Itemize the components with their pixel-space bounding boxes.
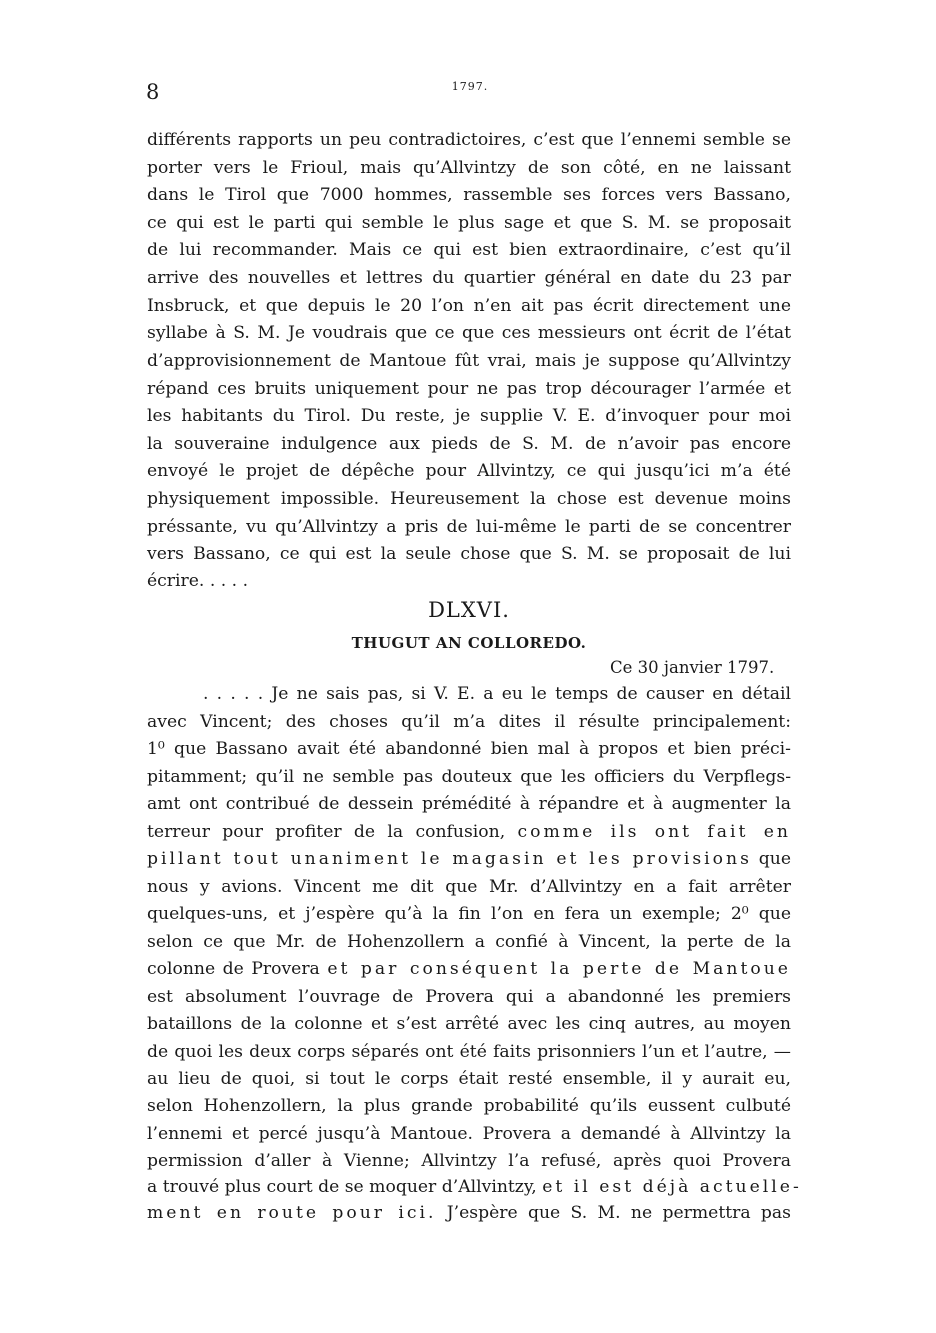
text-line: au lieu de quoi, si tout le corps était resté ensemble, il y aurait eu, — [147, 1069, 791, 1089]
text-line: arrive des nouvelles et lettres du quartier général en date du 23 par — [147, 268, 791, 288]
text-line: est absolument l’ouvrage de Provera qui a abandonné les premiers — [147, 987, 791, 1007]
running-head: 1797. — [451, 80, 489, 93]
text-line: permission d’aller à Vienne; Allvintzy l’a refusé, après quoi Provera — [147, 1151, 791, 1171]
text-line: porter vers le Frioul, mais qu’Allvintzy de son côté, en ne laissant — [147, 158, 791, 178]
text-line: bataillons de la colonne et s’est arrêté avec les cinq autres, au moyen — [147, 1014, 791, 1034]
text-line: préssante, vu qu’Allvintzy a pris de lui-même le parti de se concentrer — [147, 517, 791, 537]
spaced-text: et par conséquent la perte de Mantoue — [327, 959, 791, 979]
text-span: terreur pour profiter de la confusion, — [147, 822, 518, 842]
text-line: amt ont contribué de dessein prémédité à répandre et à augmenter la — [147, 794, 791, 814]
spaced-text: ment en route pour ici. — [147, 1203, 437, 1223]
text-line — [147, 957, 791, 981]
text-line: de lui recommander. Mais ce qui est bien extraordinaire, c’est qu’il — [147, 240, 791, 260]
text-span: J’espère que S. M. ne permettra pas — [436, 1203, 791, 1223]
text-line: nous y avions. Vincent me dit que Mr. d’Allvintzy en a fait arrêter — [147, 877, 791, 897]
text-span: que — [758, 849, 791, 869]
text-line: selon ce que Mr. de Hohenzollern a confié à Vincent, la perte de la — [147, 932, 791, 952]
text-line: physiquement impossible. Heureusement la chose est devenue moins — [147, 489, 791, 509]
text-line: de quoi les deux corps séparés ont été faits prisonniers l’un et l’autre, — — [147, 1042, 791, 1062]
text-line: répand ces bruits uniquement pour ne pas trop décourager l’armée et — [147, 379, 791, 399]
dateline: Ce 30 janvier 1797. — [610, 658, 775, 677]
text-line — [147, 1175, 802, 1199]
text-line: quelques-uns, et j’espère qu’à la fin l’on en fera un exemple; 2⁰ que — [147, 904, 791, 924]
text-line: envoyé le projet de dépêche pour Allvintzy, ce qui jusqu’ici m’a été — [147, 461, 791, 481]
spaced-text: et il est déjà actuelle- — [542, 1177, 802, 1197]
spaced-text: pillant tout unaniment le magasin et les provisions — [147, 849, 752, 869]
text-line: différents rapports un peu contradictoires, c’est que l’ennemi semble se — [147, 130, 791, 150]
section-title: THUGUT AN COLLOREDO. — [351, 634, 587, 652]
text-line: pitamment; qu’il ne semble pas douteux que les officiers du Verpflegs- — [147, 767, 791, 787]
text-span: colonne de Provera — [147, 959, 328, 979]
section-number: DLXVI. — [428, 598, 510, 622]
text-line: vers Bassano, ce qui est la seule chose que S. M. se proposait de lui — [147, 544, 791, 564]
text-line — [147, 847, 791, 871]
text-line: dans le Tirol que 7000 hommes, rassemble ses forces vers Bassano, — [147, 185, 791, 205]
text-line: écrire. . . . . — [147, 571, 249, 591]
text-line: syllabe à S. M. Je voudrais que ce que ces messieurs ont écrit de l’état — [147, 323, 791, 343]
text-line: l’ennemi et percé jusqu’à Mantoue. Provera a demandé à Allvintzy la — [147, 1124, 791, 1144]
text-line — [147, 1201, 791, 1225]
text-line: selon Hohenzollern, la plus grande probabilité qu’ils eussent culbuté — [147, 1096, 791, 1116]
text-line: . . . . . Je ne sais pas, si V. E. a eu le temps de causer en détail — [203, 684, 791, 704]
text-line: avec Vincent; des choses qu’il m’a dites il résulte principalement: — [147, 712, 791, 732]
text-span: a trouvé plus court de se moquer d’Allvintzy, — [147, 1177, 543, 1197]
page-number: 8 — [146, 80, 160, 104]
spaced-text: comme ils ont fait en — [517, 822, 791, 842]
text-line — [147, 820, 791, 844]
text-line: les habitants du Tirol. Du reste, je supplie V. E. d’invoquer pour moi — [147, 406, 791, 426]
text-line: d’approvisionnement de Mantoue fût vrai, mais je suppose qu’Allvintzy — [147, 351, 791, 371]
text-line: Insbruck, et que depuis le 20 l’on n’en ait pas écrit directement une — [147, 296, 791, 316]
text-line: 1⁰ que Bassano avait été abandonné bien mal à propos et bien préci- — [147, 739, 791, 759]
text-line: la souveraine indulgence aux pieds de S. M. de n’avoir pas encore — [147, 434, 791, 454]
text-line: ce qui est le parti qui semble le plus sage et que S. M. se proposait — [147, 213, 791, 233]
